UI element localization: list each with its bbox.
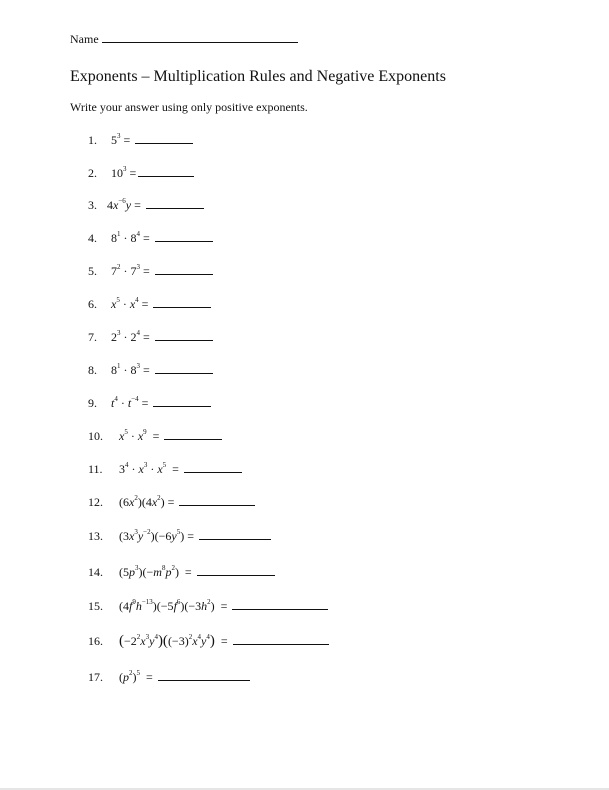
- problem-expression: $(-2^2x^3y^4)((-3)^2x^4y^4)$ =: [119, 633, 228, 649]
- answer-blank[interactable]: [179, 495, 255, 506]
- answer-blank[interactable]: [199, 529, 271, 540]
- problem-number: 15.: [88, 599, 103, 613]
- problem-expression: $4x^{-6}y$ =: [107, 197, 141, 212]
- answer-blank[interactable]: [155, 231, 213, 242]
- problem-number: 7.: [88, 330, 97, 344]
- problem-8: [88, 363, 213, 378]
- problem-14: [88, 565, 275, 580]
- name-blank[interactable]: [102, 31, 298, 43]
- problem-2: [88, 166, 194, 181]
- problem-number: 11.: [88, 462, 103, 476]
- problem-17: [88, 670, 250, 685]
- problem-number: 9.: [88, 396, 97, 410]
- problem-7: [88, 330, 213, 345]
- problem-expression: $(p^2)^5$ =: [119, 669, 153, 684]
- problem-number: 8.: [88, 363, 97, 377]
- problem-number: 2.: [88, 166, 97, 180]
- problem-expression: $2^3 \cdot 2^4$ =: [111, 329, 150, 344]
- answer-blank[interactable]: [233, 634, 329, 645]
- problem-expression: $x^5 \cdot x^4$ =: [111, 296, 149, 311]
- problem-expression: $(5p^3)(-m^8p^2)$ =: [119, 564, 192, 579]
- answer-blank[interactable]: [146, 198, 204, 209]
- problem-expression: $7^2 \cdot 7^3$ =: [111, 263, 150, 278]
- problem-1: [88, 133, 193, 148]
- problem-number: 12.: [88, 495, 103, 509]
- problem-number: 1.: [88, 133, 97, 147]
- problem-number: 16.: [88, 634, 103, 648]
- answer-blank[interactable]: [135, 133, 193, 144]
- name-field-row: [70, 31, 298, 47]
- problem-number: 3.: [88, 198, 97, 212]
- problem-12: [88, 495, 255, 510]
- problem-expression: $10^3$ =: [111, 165, 137, 180]
- problem-expression: $x^5 \cdot x^9$ =: [119, 428, 160, 443]
- problem-number: 17.: [88, 670, 103, 684]
- problem-expression: $5^3$ =: [111, 132, 131, 147]
- problem-expression: $(3x^3y^{-2})(-6y^5)$ =: [119, 528, 194, 543]
- problem-expression: $8^1 \cdot 8^3$ =: [111, 362, 150, 377]
- problem-5: [88, 264, 213, 279]
- problem-number: 13.: [88, 529, 103, 543]
- answer-blank[interactable]: [158, 670, 250, 681]
- problem-3: [88, 198, 204, 213]
- answer-blank[interactable]: [155, 363, 213, 374]
- problem-number: 14.: [88, 565, 103, 579]
- problem-expression: $t^4 \cdot t^{-4}$ =: [111, 395, 149, 410]
- name-label: Name: [70, 32, 99, 46]
- problem-number: 10.: [88, 429, 103, 443]
- problem-expression: $(6x^2)(4x^2)$ =: [119, 494, 175, 509]
- answer-blank[interactable]: [184, 462, 242, 473]
- answer-blank[interactable]: [197, 565, 275, 576]
- answer-blank[interactable]: [164, 429, 222, 440]
- answer-blank[interactable]: [155, 264, 213, 275]
- problem-expression: $8^1 \cdot 8^4$ =: [111, 230, 150, 245]
- problem-number: 4.: [88, 231, 97, 245]
- problem-11: [88, 462, 242, 477]
- problem-number: 6.: [88, 297, 97, 311]
- answer-blank[interactable]: [138, 166, 194, 177]
- problem-4: [88, 231, 213, 246]
- answer-blank[interactable]: [155, 330, 213, 341]
- worksheet-title: Exponents – Multiplication Rules and Negative Exponents: [70, 68, 446, 85]
- instructions: Write your answer using only positive exponents.: [70, 100, 308, 114]
- problem-13: [88, 529, 271, 544]
- problem-9: [88, 396, 211, 411]
- answer-blank[interactable]: [153, 297, 211, 308]
- problem-number: 5.: [88, 264, 97, 278]
- problem-10: [88, 429, 222, 444]
- problem-expression: $3^4 \cdot x^3 \cdot x^5$ =: [119, 461, 179, 476]
- answer-blank[interactable]: [153, 396, 211, 407]
- problem-16: [88, 633, 329, 650]
- problem-15: [88, 599, 328, 614]
- answer-blank[interactable]: [232, 599, 328, 610]
- problem-6: [88, 297, 211, 312]
- problem-expression: $(4f^9h^{-13})(-5f^6)(-3h^2)$ =: [119, 598, 228, 613]
